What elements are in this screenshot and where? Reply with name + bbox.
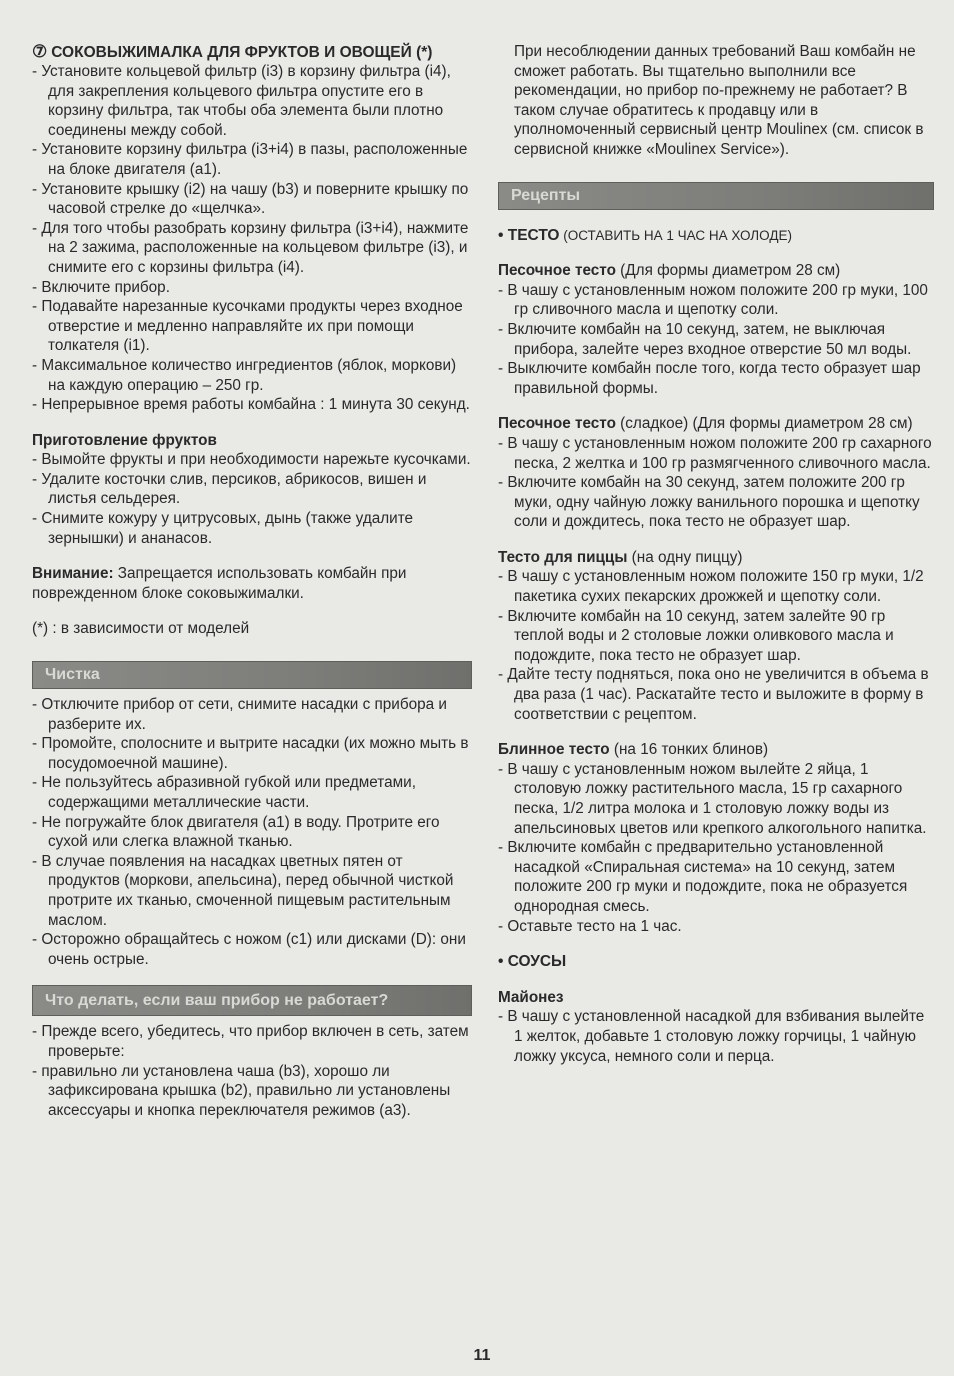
- left-column: [32, 42, 472, 1120]
- list-item: - Дайте тесту подняться, пока оно не увеличится в объема в два раза (1 час). Раскатайте тесто и выложите в форму в соответствии с рецептом.: [498, 666, 929, 723]
- list-item: - В чашу с установленным ножом положите 200 гр сахарного песка, 2 желтка и 100 гр размягченного сливочного масла.: [498, 434, 932, 472]
- juicer-section-title: ⑦ СОКОВЫЖИМАЛКА ДЛЯ ФРУКТОВ И ОВОЩЕЙ (*): [32, 42, 433, 61]
- fruit-prep-title: Приготовление фруктов: [32, 431, 217, 449]
- warning-text: Запрещается использовать комбайн при поврежденном блоке соковыжималки.: [32, 565, 407, 602]
- cleaning-section-title: Чистка: [32, 661, 472, 689]
- recipe-title: Блинное тесто (на 16 тонких блинов): [498, 741, 769, 759]
- list-item: - Удалите косточки слив, персиков, абрикосов, вишен и листья сельдерея.: [32, 470, 427, 508]
- troubleshooting-section-title: Что делать, если ваш прибор не работает?: [32, 985, 472, 1016]
- list-item: - Оставьте тесто на 1 час.: [498, 917, 682, 935]
- list-item: - Прежде всего, убедитесь, что прибор включен в сеть, затем проверьте:: [32, 1023, 469, 1060]
- list-item: - Включите комбайн с предварительно установленной насадкой «Спиральная система» на 10 секунд, затем положите 200 гр муки и подождите, пока не образуется однородная смесь.: [498, 839, 908, 915]
- troubleshooting-list: [32, 1022, 472, 1120]
- list-item: - Не погружайте блок двигателя (a1) в воду. Протрите его сухой или слегка влажной тканью.: [32, 813, 440, 851]
- list-item: - Осторожно обращайтесь с ножом (c1) или дисками (D): они очень острые.: [32, 931, 466, 968]
- warning-note: [32, 564, 472, 603]
- sauces-heading: • СОУСЫ: [498, 953, 567, 971]
- recipe-title: Песочное тесто (сладкое) (Для формы диаметром 28 см): [498, 415, 913, 433]
- list-item: - Включите комбайн на 10 секунд, затем залейте 90 гр теплой воды и 2 столовые ложки оливкового масла и подождите, пока тесто не образует шар.: [498, 607, 894, 664]
- list-item: - В чашу с установленным ножом положите 200 гр муки, 100 гр сливочного масла и щепотку соли.: [498, 281, 928, 319]
- footnote: (*) : в зависимости от моделей: [32, 620, 250, 638]
- list-item: - Отключите прибор от сети, снимите насадки с прибора и разберите их.: [32, 696, 447, 733]
- list-item: - Установите крышку (i2) на чашу (b3) и поверните крышку по часовой стрелке до «щелчка».: [32, 180, 469, 218]
- pancake-steps: [498, 760, 934, 936]
- service-intro: При несоблюдении данных требований Ваш комбайн не сможет работать. Вы тщательно выполнили все рекомендации, но прибор по-прежнему не работает? В таком случае обратитесь к продавцу или в уполномоченный сервисный центр Moulinex (см. список в сервисной книжке «Moulinex Service»).: [514, 43, 924, 158]
- list-item: - правильно ли установлена чаша (b3), хорошо ли зафиксирована крышка (b2), правильно ли установлены аксессуары и кнопка переключателя режимов (a3).: [32, 1062, 451, 1119]
- list-item: - В чашу с установленным ножом вылейте 2 яйца, 1 столовую ложку растительного масла, 15 гр сахарного песка, 1/2 литра молока и 1 столовую ложку воды из апельсиновых цветов или крепкого алкогольного напитка.: [498, 760, 927, 837]
- cleaning-list: [32, 695, 472, 969]
- list-item: - Снимите кожуру у цитрусовых, дынь (также удалите зернышки) и ананасов.: [32, 510, 414, 547]
- list-item: - Установите корзину фильтра (i3+i4) в пазы, расположенные на блоке двигателя (a1).: [32, 141, 468, 178]
- page-number: 11: [473, 1347, 491, 1364]
- list-item: - Подавайте нарезанные кусочками продукты через входное отверстие и медленно направляйте их при помощи толкателя (i1).: [32, 298, 463, 355]
- recipes-section-title: Рецепты: [498, 182, 934, 210]
- recipe-title: Тесто для пиццы (на одну пиццу): [498, 548, 743, 566]
- recipe-title: Майонез: [498, 988, 564, 1006]
- pizza-steps: [498, 567, 934, 724]
- section-number-icon: ⑦: [32, 42, 48, 61]
- list-item: - В случае появления на насадках цветных пятен от продуктов (моркови, апельсина), перед обычной чисткой протрите их тканью, смоченной пищевым растительным маслом.: [32, 852, 454, 929]
- list-item: - Включите комбайн на 30 секунд, затем положите 200 гр муки, одну чайную ложку ванильного порошка и щепотку соли и дождитесь, пока тесто не образует шар.: [498, 474, 920, 531]
- right-column: [498, 42, 934, 1066]
- mayonnaise-steps: [498, 1007, 934, 1066]
- list-item: - В чашу с установленным ножом положите 150 гр муки, 1/2 пакетика сухих пекарских дрожжей и щепотку соли.: [498, 568, 924, 606]
- dough-note: (ОСТАВИТЬ НА 1 ЧАС НА ХОЛОДЕ): [559, 227, 792, 243]
- sweet-shortcrust-steps: [498, 434, 934, 532]
- list-item: - Промойте, сполосните и вытрите насадки (их можно мыть в посудомоечной машине).: [32, 735, 469, 772]
- list-item: - Максимальное количество ингредиентов (яблок, моркови) на каждую операцию – 250 гр.: [32, 356, 457, 394]
- list-item: - Непрерывное время работы комбайна : 1 минута 30 секунд.: [32, 396, 470, 414]
- list-item: - Выключите комбайн после того, когда тесто образует шар правильной формы.: [498, 360, 921, 397]
- juicer-instructions: [32, 62, 472, 415]
- list-item: - Установите кольцевой фильтр (i3) в корзину фильтра (i4), для закрепления кольцевого фильтра опустите его в корзину фильтра, так чтобы оба элемента были плотно соединены между собой.: [32, 63, 451, 139]
- list-item: - Включите прибор.: [32, 278, 170, 296]
- warning-label: Внимание:: [32, 565, 114, 583]
- recipe-title: Песочное тесто (Для формы диаметром 28 см): [498, 262, 841, 280]
- dough-heading: • ТЕСТО (ОСТАВИТЬ НА 1 ЧАС НА ХОЛОДЕ): [498, 226, 792, 244]
- shortcrust-steps: [498, 281, 934, 399]
- list-item: - Не пользуйтесь абразивной губкой или предметами, содержащими металлические части.: [32, 774, 416, 811]
- list-item: - Вымойте фрукты и при необходимости нарежьте кусочками.: [32, 451, 471, 469]
- fruit-prep-list: [32, 450, 472, 548]
- list-item: - Для того чтобы разобрать корзину фильтра (i3+i4), нажмите на 2 зажима, расположенные на кольцевом фильтре (i3), и снимите его с корзины фильтра (i4).: [32, 219, 469, 276]
- list-item: - В чашу с установленной насадкой для взбивания вылейте 1 желток, добавьте 1 столовую ложку горчицы, 1 чайную ложку уксуса, немного соли и перца.: [498, 1008, 925, 1065]
- list-item: - Включите комбайн на 10 секунд, затем, не выключая прибора, залейте через входное отверстие 50 мл воды.: [498, 320, 912, 358]
